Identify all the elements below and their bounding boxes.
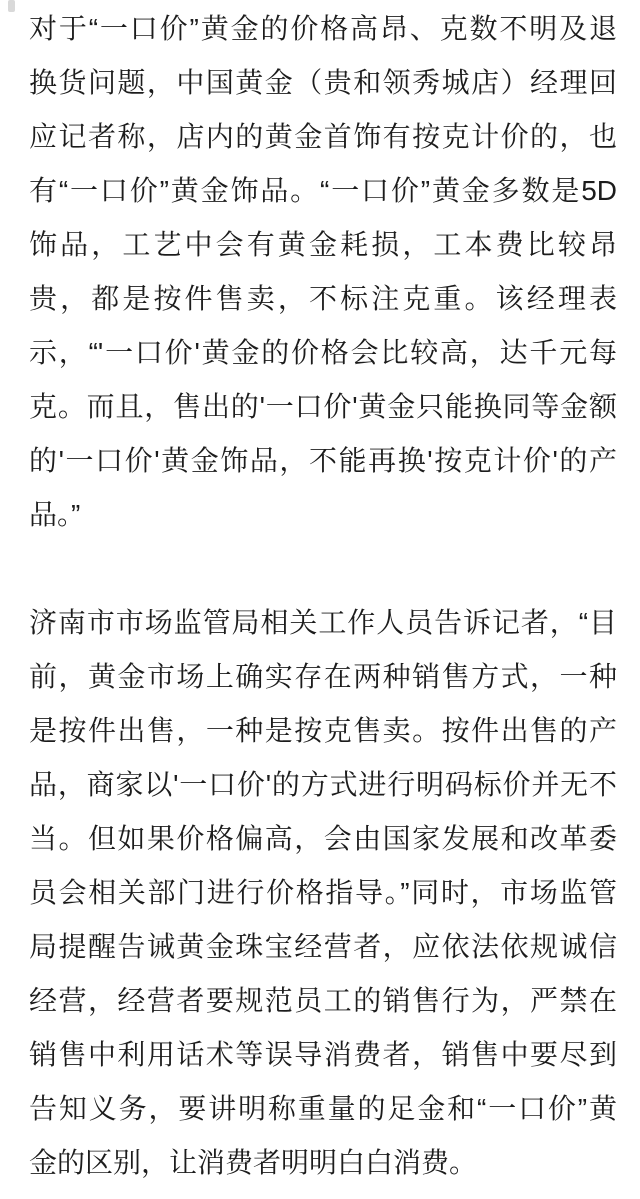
text-line: 当。但如果价格偏高，会由国家发展和改革委 (29, 823, 617, 854)
text-line: 换货问题，中国黄金（贵和领秀城店）经理回 (29, 67, 617, 98)
text-line: 有“一口价”黄金饰品。“一口价”黄金多数是5D (29, 175, 617, 206)
text-line: 经营，经营者要规范员工的销售行为，严禁在 (29, 985, 617, 1016)
article-body (29, 2, 617, 1190)
paragraph (29, 596, 617, 1190)
text-line: 的'一口价'黄金饰品，不能再换'按克计价'的产 (29, 445, 617, 476)
text-line: 应记者称，店内的黄金首饰有按克计价的，也 (29, 121, 617, 152)
text-line: 贵，都是按件售卖，不标注克重。该经理表 (29, 283, 617, 314)
text-line: 济南市市场监管局相关工作人员告诉记者，“目 (29, 607, 617, 638)
text-line: 对于“一口价”黄金的价格高昂、克数不明及退 (29, 13, 617, 44)
text-line: 饰品，工艺中会有黄金耗损，工本费比较昂 (29, 229, 617, 260)
text-line: 品。” (29, 499, 81, 530)
text-line: 前，黄金市场上确实存在两种销售方式，一种 (29, 661, 617, 692)
text-line: 金的区别，让消费者明明白白消费。 (29, 1147, 478, 1178)
text-line: 克。而且，售出的'一口价'黄金只能换同等金额 (29, 391, 617, 422)
text-line: 局提醒告诫黄金珠宝经营者，应依法依规诚信 (29, 931, 617, 962)
paragraph (29, 2, 617, 542)
text-line: 销售中利用话术等误导消费者，销售中要尽到 (29, 1039, 617, 1070)
text-line: 员会相关部门进行价格指导。”同时，市场监管 (29, 877, 617, 908)
text-line: 示，“'一口价'黄金的价格会比较高，达千元每 (29, 337, 617, 368)
text-line: 品，商家以'一口价'的方式进行明码标价并无不 (29, 769, 617, 800)
text-line: 告知义务，要讲明称重量的足金和“一口价”黄 (29, 1093, 617, 1124)
text-line: 是按件出售，一种是按克售卖。按件出售的产 (29, 715, 617, 746)
screenshot-edge-artifact (8, 0, 15, 12)
